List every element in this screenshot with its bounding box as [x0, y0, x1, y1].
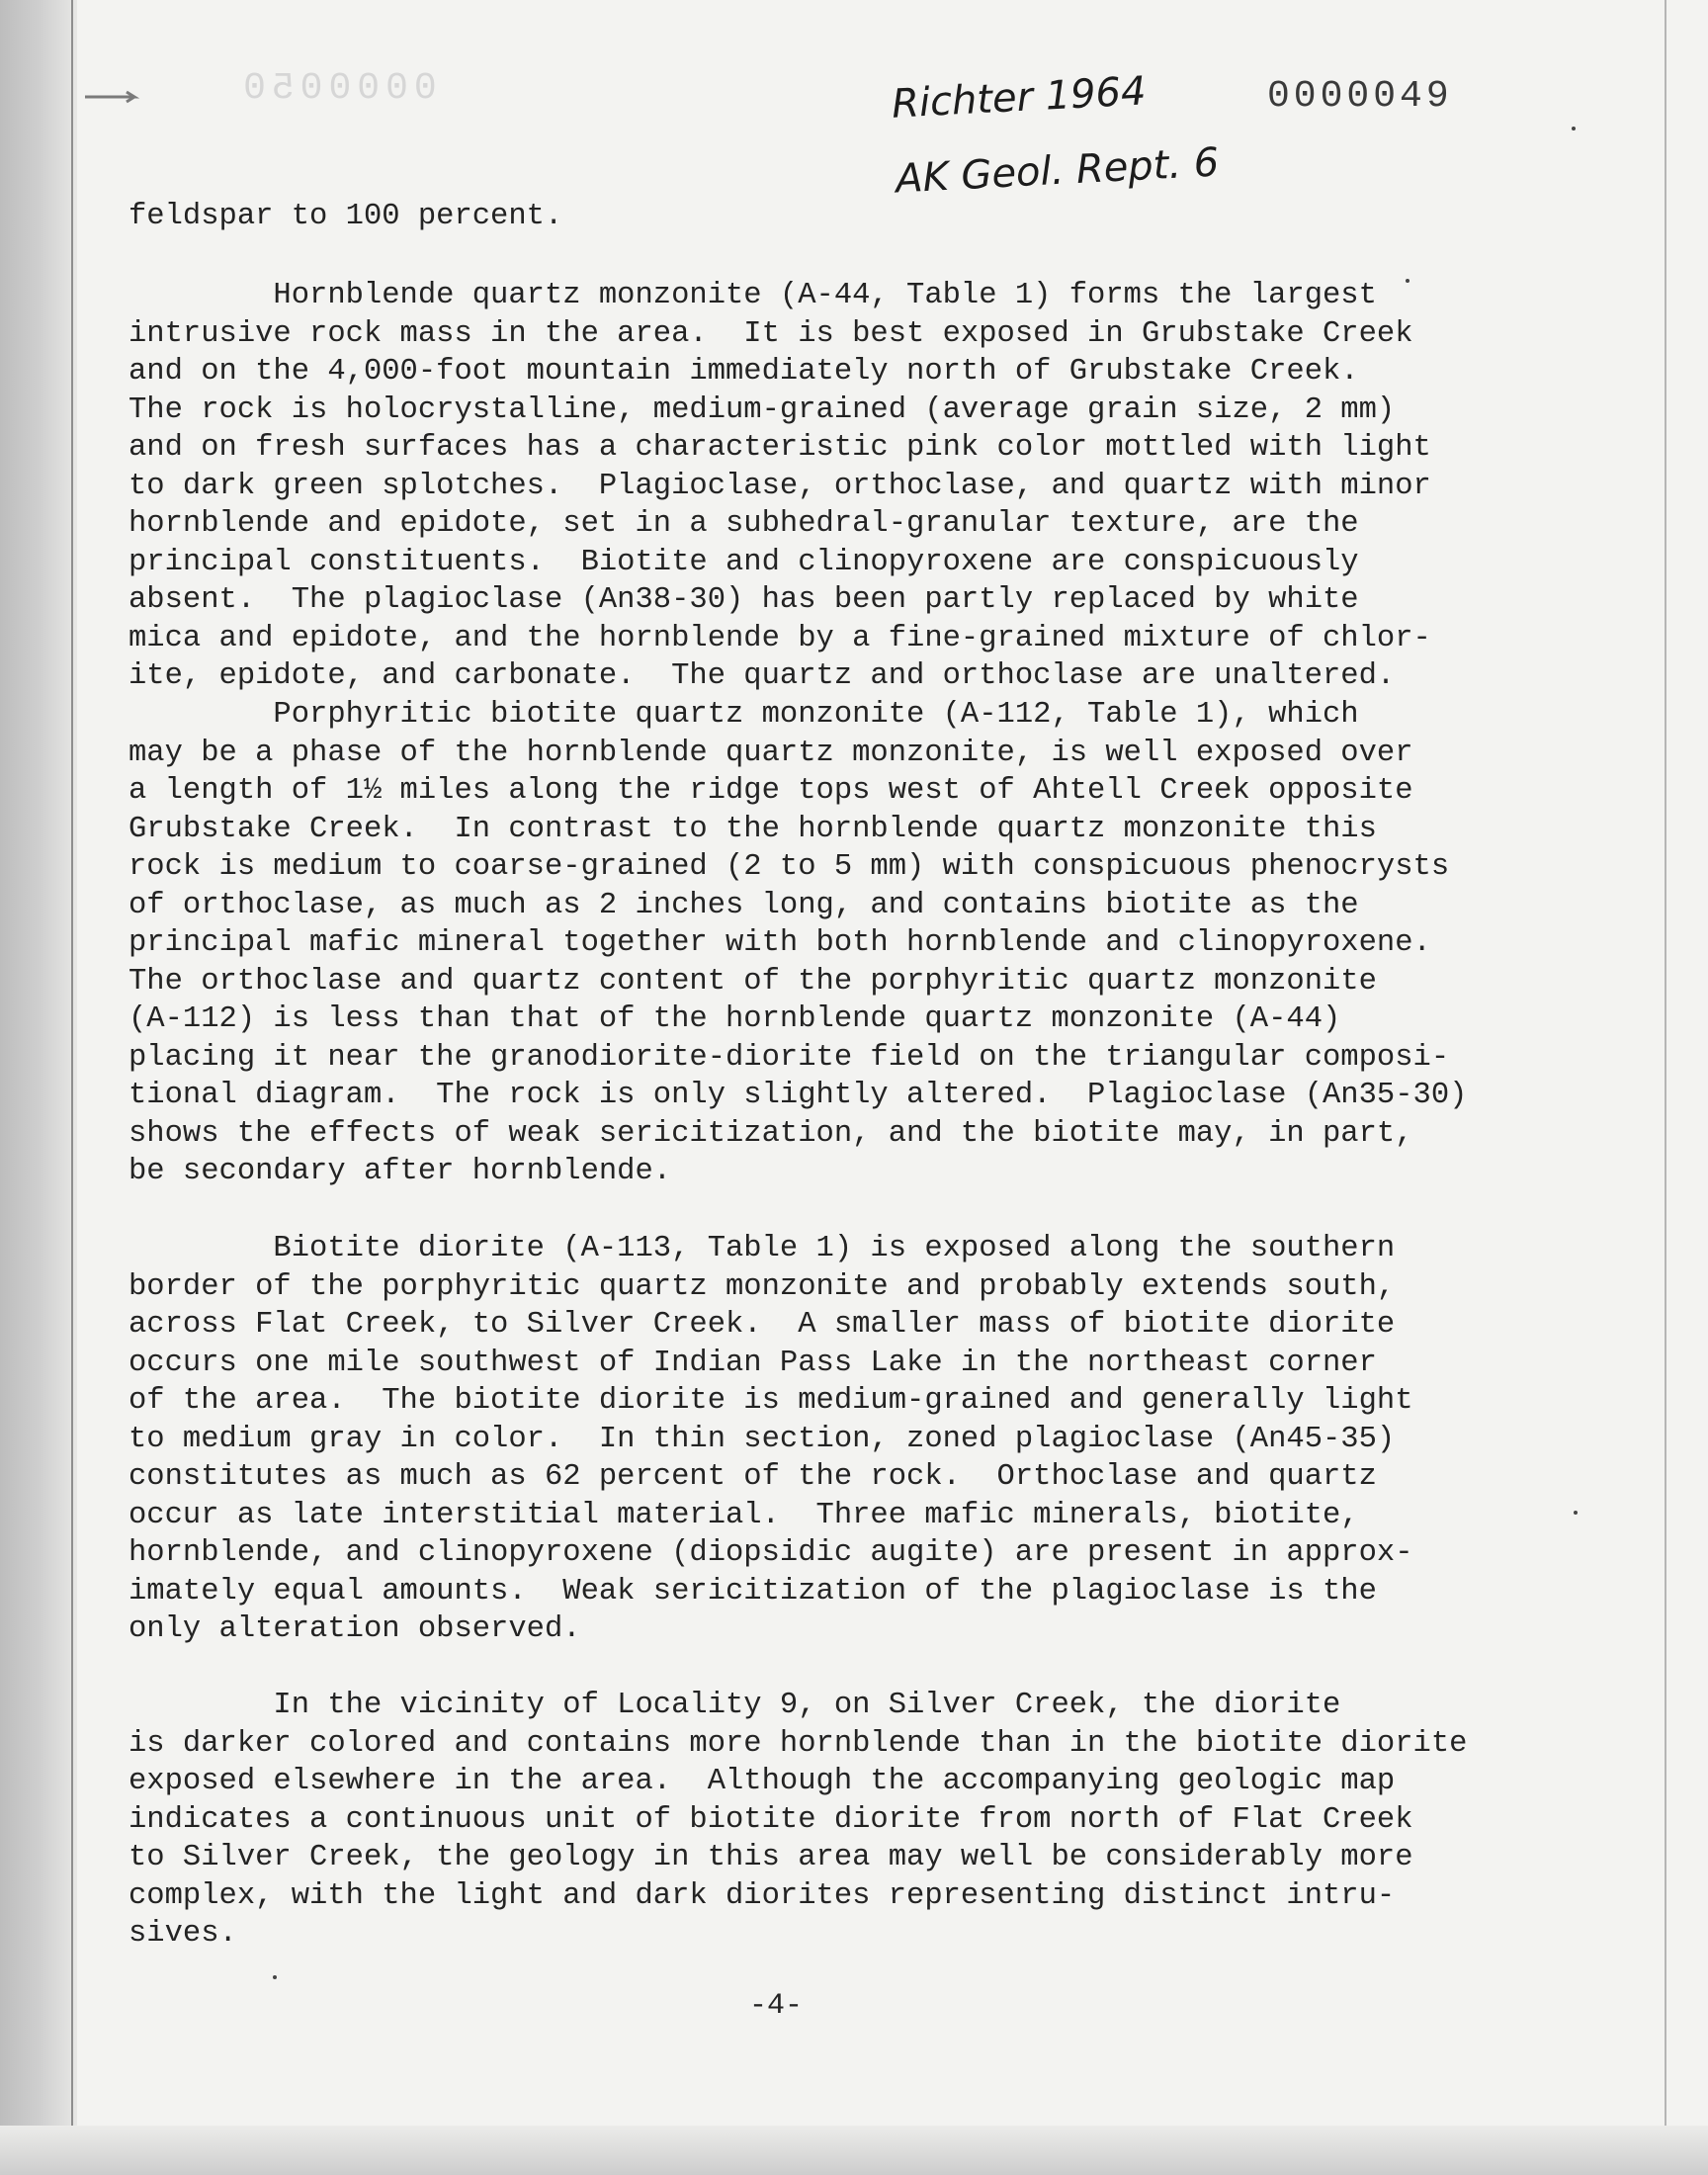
paragraph-biotite-diorite: Biotite diorite (A-113, Table 1) is exposed along the southern border of the porphyritic quartz monzonite and probably extends south, across Flat Creek, to Silver Creek. A smaller mass of biotite diorite occurs one mile southwest of Indian Pass Lake in the northeast corner of the area. The biotite diorite is medium-grained and generally light to medium gray in color. In thin section, zoned plagioclase (An45-35) constitutes as much as 62 percent of the rock. Orthoclase and quartz occur as late interstitial material. Three mafic minerals, biotite, hornblende, and clinopyroxene (diopsidic augite) are present in approx- imately equal amounts. Weak sericitization of the plagioclase is the only alteration observed.	[128, 1232, 1413, 1646]
archive-number: 0000049	[1267, 75, 1453, 118]
paragraph-hornblende-quartz-monzonite: Hornblende quartz monzonite (A-44, Table 1) forms the largest intrusive rock mass in the area. It is best exposed in Grubstake Creek and on the 4,000-foot mountain immediately north of Grubstake Creek. The rock is holocrystalline, medium-grained (average grain size, 2 mm) and on fresh surfaces has a characteristic pink color mottled with light to dark green splotches. Plagioclase, orthoclase, and quartz with minor hornblende and epidote, set in a subhedral-granular texture, are the principal constituents. Biotite and clinopyroxene are conspicuously absent. The plagioclase (An38-30) has been partly replaced by white mica and epidote, and the hornblende by a fine-grained mixture of chlor- ite, epidote, and carbonate. The quartz and orthoclase are unaltered.	[128, 279, 1431, 693]
arrow-mark-icon	[83, 89, 152, 105]
scan-speck	[1572, 127, 1576, 130]
scan-speck	[1406, 279, 1409, 283]
scan-left-border	[71, 0, 73, 2175]
handwritten-citation: Richter 1964	[890, 68, 1148, 128]
scan-left-edge	[0, 0, 77, 2175]
scan-speck	[273, 1975, 277, 1979]
bleed-through-number: 0000050	[237, 67, 437, 110]
scan-speck	[1574, 1511, 1578, 1515]
paragraph-locality-9-diorite: In the vicinity of Locality 9, on Silver Creek, the diorite is darker colored and contains more hornblende than in the biotite diorite exposed elsewhere in the area. Although the accompanying geologic map indicates a continuous unit of biotite diorite from north of Flat Creek to Silver Creek, the geology in this area may well be considerably more complex, with the light and dark diorites representing distinct intru- sives.	[128, 1689, 1468, 1951]
page-number: -4-	[749, 1989, 804, 2023]
opening-line: feldspar to 100 percent.	[128, 200, 563, 233]
scan-bottom-shadow	[0, 2126, 1708, 2175]
paragraph-porphyritic-biotite-quartz-monzonite: Porphyritic biotite quartz monzonite (A-112, Table 1), which may be a phase of the hornblende quartz monzonite, is well exposed over a length of 1½ miles along the ridge tops west of Ahtell Creek opposite Grubstake Creek. In contrast to the hornblende quartz monzonite this rock is medium to coarse-grained (2 to 5 mm) with conspicuous phenocrysts of orthoclase, as much as 2 inches long, and contains biotite as the principal mafic mineral together with both hornblende and clinopyroxene. The orthoclase and quartz content of the porphyritic quartz monzonite (A-112) is less than that of the hornblende quartz monzonite (A-44) placing it near the granodiorite-diorite field on the triangular composi- tional diagram. The rock is only slightly altered. Plagioclase (An35-30) shows the effects of weak sericitization, and the biotite may, in part, be secondary after hornblende.	[128, 698, 1468, 1188]
handwritten-report: AK Geol. Rept. 6	[895, 139, 1221, 203]
scan-right-border	[1665, 0, 1666, 2175]
